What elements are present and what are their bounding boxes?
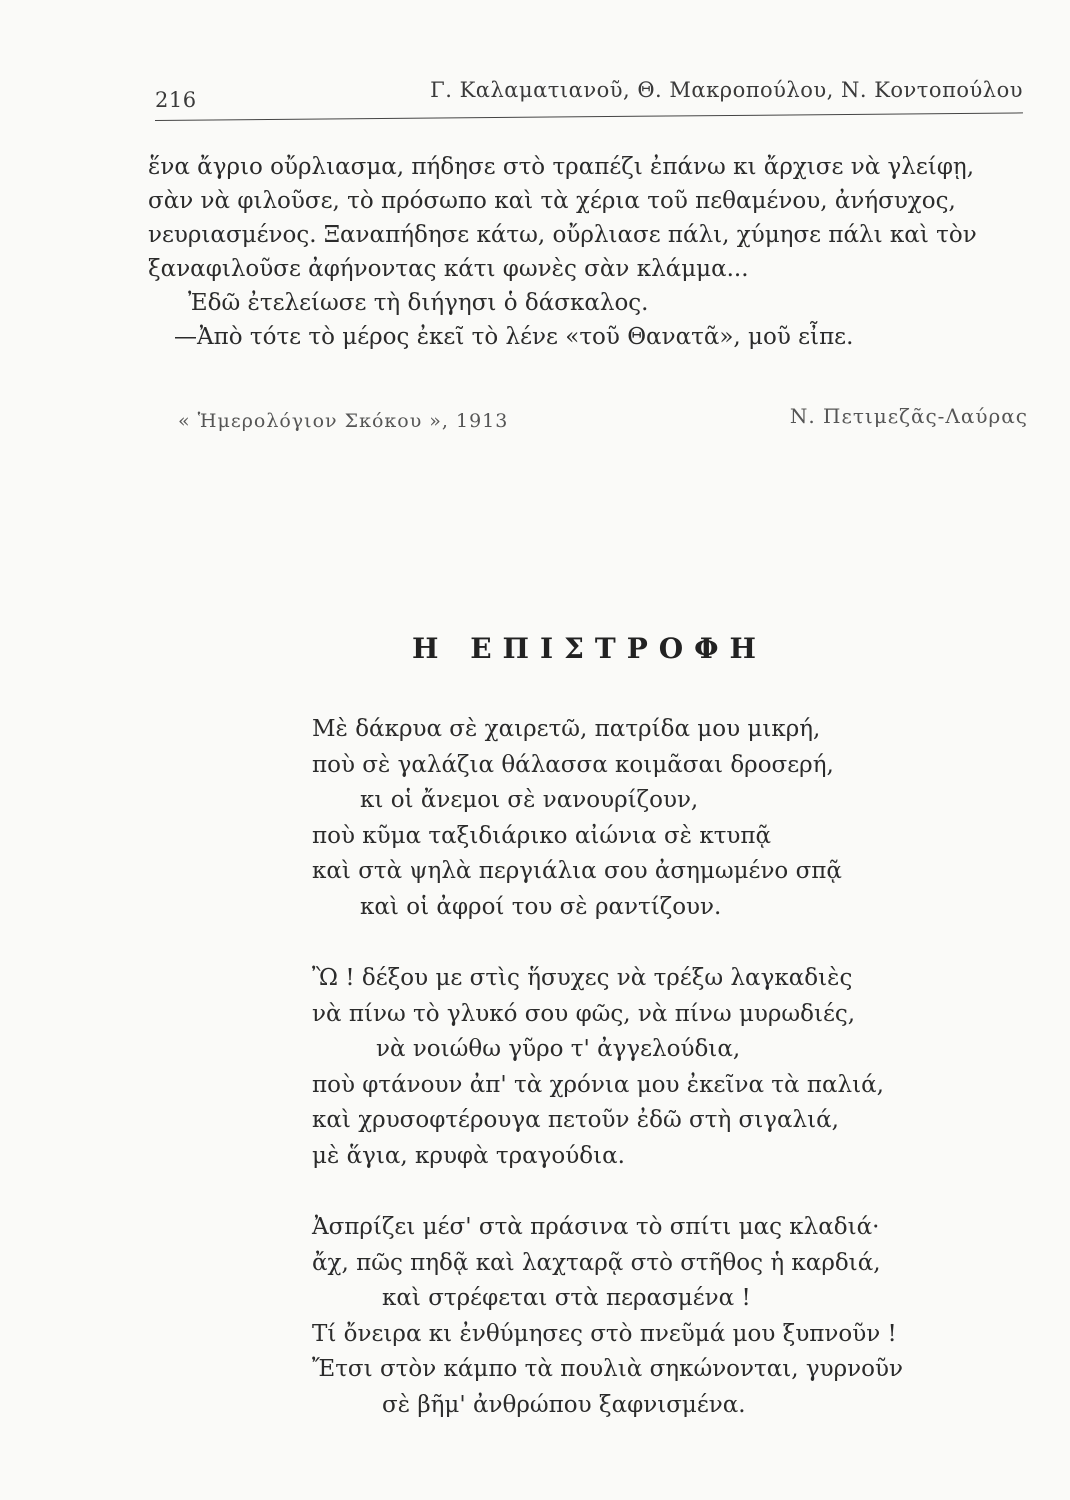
poem-line: κι οἱ ἄνεμοι σὲ νανουρίζουν, xyxy=(360,787,699,813)
prose-line: ξαναφιλοῦσε ἀφήνοντας κάτι φωνὲς σὰν κλάμμα... xyxy=(148,256,749,282)
source-author: Ν. Πετιμεζᾶς-Λαύρας xyxy=(789,404,1028,428)
poem-line: Ὢ ! δέξου με στὶς ἥσυχες νὰ τρέξω λαγκαδιὲς xyxy=(312,965,853,991)
poem-line: Τί ὄνειρα κι ἐνθύμησες στὸ πνεῦμά μου ξυπνοῦν ! xyxy=(312,1320,897,1347)
prose-line: σὰν νὰ φιλοῦσε, τὸ πρόσωπο καὶ τὰ χέρια τοῦ πεθαμένου, ἀνήσυχος, xyxy=(148,188,956,214)
prose-line: ἕνα ἄγριο οὔρλιασμα, πήδησε στὸ τραπέζι ἐπάνω κι ἄρχισε νὰ γλείφῃ, xyxy=(148,154,975,180)
poem-line: Ἔτσι στὸν κάμπο τὰ πουλιὰ σηκώνονται, γυρνοῦν xyxy=(312,1356,903,1382)
poem-stanza xyxy=(312,961,952,1174)
poem-line: Ἀσπρίζει μέσ' στὰ πράσινα τὸ σπίτι μας κλαδιά· xyxy=(312,1214,880,1240)
poem-stanza xyxy=(312,712,952,925)
poem-title: Η ΕΠΙΣΤΡΟΦΗ xyxy=(412,632,768,665)
poem-line: νὰ νοιώθω γῦρο τ' ἀγγελούδια, xyxy=(376,1036,741,1062)
poem-body xyxy=(312,712,952,1459)
poem-line: νὰ πίνω τὸ γλυκό σου φῶς, νὰ πίνω μυρωδιές, xyxy=(312,1000,856,1027)
poem-line: ποὺ φτάνουν ἀπ' τὰ χρόνια μου ἐκεῖνα τὰ παλιά, xyxy=(312,1071,884,1098)
source-citation: « Ἡμερολόγιον Σκόκου », 1913 xyxy=(178,410,509,432)
poem-stanza xyxy=(312,1210,952,1423)
poem-line: ἄχ, πῶς πηδᾷ καὶ λαχταρᾷ στὸ στῆθος ἡ καρδιά, xyxy=(312,1249,881,1276)
prose-line: —Ἀπὸ τότε τὸ μέρος ἐκεῖ τὸ λένε «τοῦ Θανατᾶ», μοῦ εἶπε. xyxy=(174,324,854,350)
prose-line: Ἐδῶ ἐτελείωσε τὴ διήγησι ὁ δάσκαλος. xyxy=(188,290,649,316)
poem-line: καὶ οἱ ἀφροί του σὲ ραντίζουν. xyxy=(360,893,722,920)
page-number: 216 xyxy=(155,88,197,112)
poem-line: μὲ ἅγια, κρυφὰ τραγούδια. xyxy=(312,1142,625,1169)
poem-line: σὲ βῆμ' ἀνθρώπου ξαφνισμένα. xyxy=(382,1391,746,1418)
poem-line: ποὺ σὲ γαλάζια θάλασσα κοιμᾶσαι δροσερή, xyxy=(312,751,834,778)
prose-line: νευριασμένος. Ξαναπήδησε κάτω, οὔρλιασε πάλι, χύμησε πάλι καὶ τὸν xyxy=(148,222,977,248)
poem-line: Μὲ δάκρυα σὲ χαιρετῶ, πατρίδα μου μικρή, xyxy=(312,716,821,742)
header-rule xyxy=(155,112,1023,121)
running-title: Γ. Καλαματιανοῦ, Θ. Μακροπούλου, Ν. Κοντοπούλου xyxy=(430,78,1023,102)
source-attribution xyxy=(178,404,1028,432)
poem-line: καὶ στὰ ψηλὰ περγιάλια σου ἀσημωμένο σπᾷ xyxy=(312,858,842,884)
poem-line: ποὺ κῦμα ταξιδιάρικο αἰώνια σὲ κτυπᾷ xyxy=(312,822,772,849)
poem-line: καὶ χρυσοφτέρουγα πετοῦν ἐδῶ στὴ σιγαλιά, xyxy=(312,1107,839,1133)
prose-ending xyxy=(148,150,1028,354)
poem-line: καὶ στρέφεται στὰ περασμένα ! xyxy=(382,1285,751,1311)
